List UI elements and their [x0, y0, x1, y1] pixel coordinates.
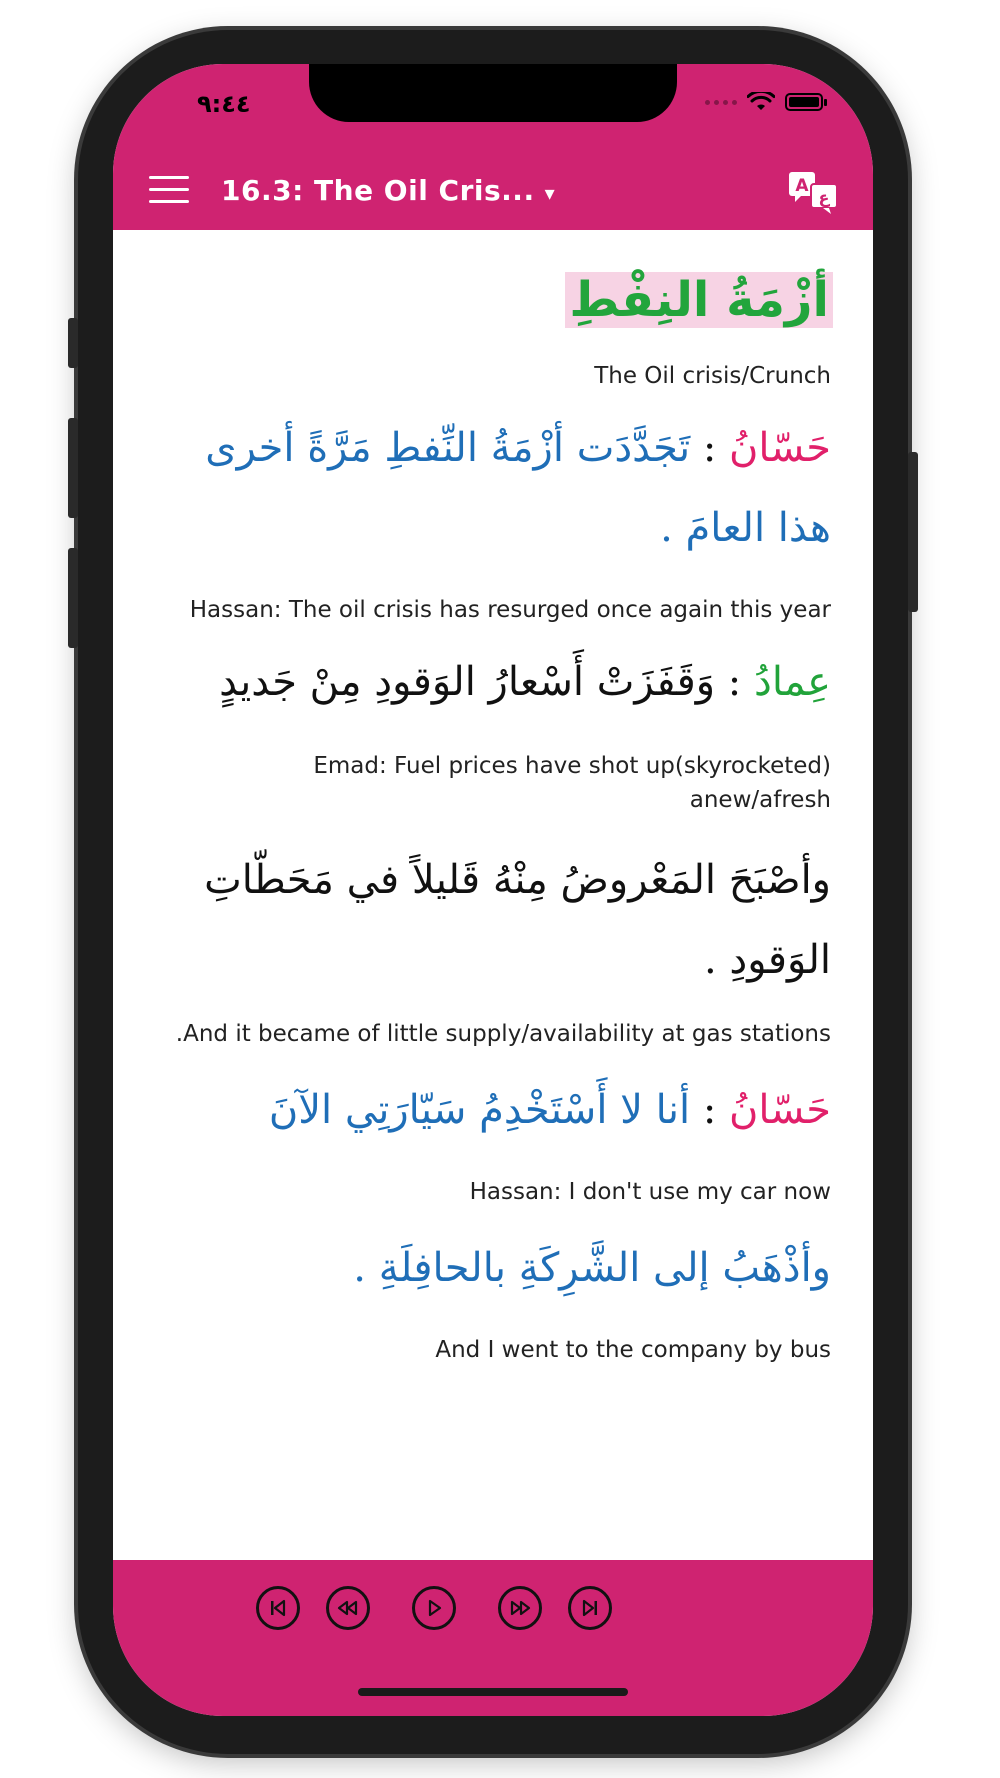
- rewind-icon[interactable]: [326, 1586, 370, 1630]
- toolbar: [113, 154, 873, 230]
- power-button: [908, 452, 918, 612]
- english-translation: .And it became of little supply/availability at gas stations: [175, 1021, 831, 1047]
- arabic-sentence: أنا لا أَسْتَخْدِمُ سَيّارَتِي الآنَ: [268, 1087, 691, 1133]
- speaker-name: عِمادُ: [754, 659, 831, 705]
- lesson-selector-label: 16.3: The Oil Cris...: [221, 174, 535, 207]
- chevron-down-icon: ▾: [544, 181, 556, 205]
- arabic-sentence: وأذْهَبُ إلى الشَّرِكَةِ بالحافِلَةِ .: [353, 1245, 831, 1291]
- status-time: ٩:٤٤: [197, 90, 251, 118]
- arabic-sentence: وَقَفَزَتْ أَسْعارُ الوَقودِ مِنْ جَديدٍ: [219, 659, 716, 705]
- dialogue-line[interactable]: [151, 840, 831, 1000]
- status-icons: [705, 92, 823, 112]
- lesson-title-translation: The Oil crisis/Crunch: [594, 363, 831, 389]
- speaker-separator: :: [715, 659, 754, 705]
- app-screen: [113, 64, 873, 1716]
- wifi-icon: [747, 92, 775, 112]
- speaker-separator: :: [690, 1087, 730, 1133]
- english-translation: Emad: Fuel prices have shot up(skyrocketed): [313, 753, 831, 779]
- arabic-sentence-continuation: الوَقودِ .: [704, 937, 831, 983]
- battery-icon: [785, 93, 823, 111]
- skip-to-start-icon[interactable]: [256, 1586, 300, 1630]
- translate-icon[interactable]: [787, 170, 839, 214]
- dialogue-line[interactable]: [151, 1228, 831, 1308]
- home-indicator[interactable]: [358, 1688, 628, 1696]
- arabic-text: [151, 642, 831, 722]
- dialogue-line[interactable]: [151, 408, 831, 568]
- lesson-selector[interactable]: [221, 174, 555, 207]
- lesson-title-highlight: [565, 272, 833, 328]
- hamburger-menu-icon[interactable]: [149, 176, 189, 206]
- english-translation: And I went to the company by bus: [435, 1337, 831, 1363]
- arabic-sentence-continuation: هذا العامَ .: [660, 505, 831, 551]
- arabic-text: [151, 408, 831, 488]
- play-icon[interactable]: [412, 1586, 456, 1630]
- speaker-separator: :: [690, 425, 730, 471]
- signal-icon: [705, 100, 737, 105]
- volume-down-button: [68, 548, 78, 648]
- svg-text:A: A: [795, 176, 809, 196]
- speaker-name: حَسّانُ: [729, 425, 831, 471]
- arabic-sentence: وأصْبَحَ المَعْروضُ مِنْهُ قَليلاً في مَحَطّاتِ: [204, 857, 831, 903]
- silent-switch: [68, 318, 78, 368]
- lesson-content: [113, 230, 873, 1560]
- english-translation-continuation: anew/afresh: [689, 787, 831, 813]
- app-header: [113, 64, 873, 230]
- arabic-text: [151, 1070, 831, 1150]
- skip-to-end-icon[interactable]: [568, 1586, 612, 1630]
- svg-text:ع: ع: [818, 188, 830, 207]
- lesson-title: أزْمَةُ النِفْطِ: [569, 272, 829, 328]
- english-translation: Hassan: The oil crisis has resurged once again this year: [189, 597, 831, 623]
- english-translation: Hassan: I don't use my car now: [469, 1179, 831, 1205]
- dialogue-line[interactable]: [151, 1070, 831, 1150]
- fast-forward-icon[interactable]: [498, 1586, 542, 1630]
- volume-up-button: [68, 418, 78, 518]
- arabic-sentence: تَجَدَّدَت أزْمَةُ النِّفطِ مَرَّةً أخرى: [205, 425, 691, 471]
- dialogue-line[interactable]: [151, 642, 831, 722]
- notch: [309, 64, 677, 122]
- speaker-name: حَسّانُ: [729, 1087, 831, 1133]
